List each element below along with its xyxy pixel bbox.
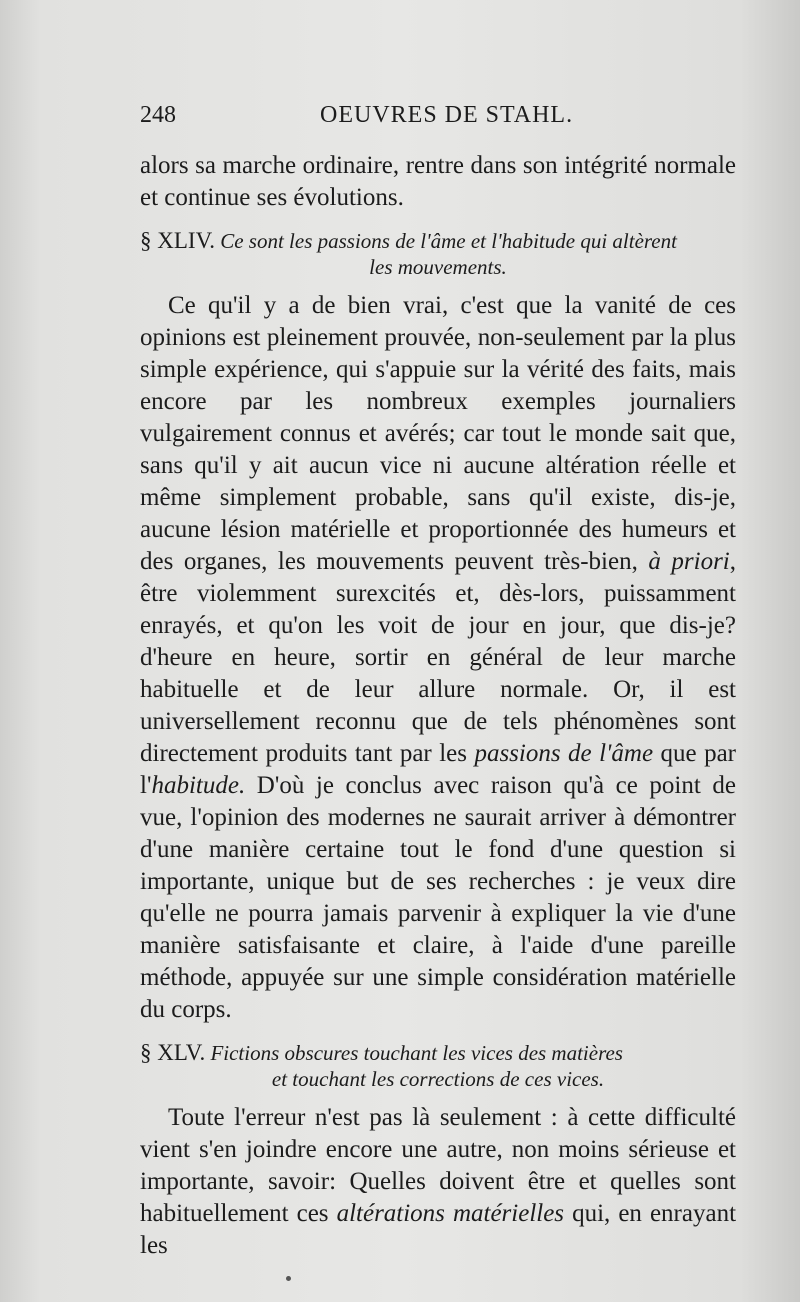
- paragraph-44-text-2: , être violemment surexcités et, dès-lors, puissamment enrayés, et qu'on les voit de jour en jour, que dis-je? d'heure en heure, sortir en général de leur marche habituelle et de leur allure normale. Or, il est universellement reconnu que de tels phénomènes sont directement produits tant par les: [140, 548, 736, 767]
- running-title: OEUVRES DE STAHL.: [320, 102, 574, 128]
- section-title-45-line1: Fictions obscures touchant les vices des matières: [210, 1041, 623, 1065]
- paragraph-44-text-4: D'où je conclus avec raison qu'à ce point de vue, l'opinion des modernes ne saurait arriver à démontrer d'une manière certaine tout le fond d'une question si importante, unique but de ses recherches : je veux dire qu'elle ne pourra jamais parvenir à expliquer la vie d'une manière satisfaisante et claire, à l'aide d'une pareille méthode, appuyée sur une simple considération matérielle du corps.: [140, 772, 736, 1023]
- page-number: 248: [140, 102, 176, 128]
- section-mark-44: § XLIV.: [140, 228, 215, 253]
- paragraph-45-text-2: qui, en enrayant les: [140, 1200, 737, 1259]
- section-title-44-line2: les mouvements.: [369, 255, 507, 279]
- paragraph-44-italic-2: passions de l'âme: [474, 740, 654, 767]
- opening-paragraph: alors sa marche ordinaire, rentre dans son intégrité normale et continue ses évolutions.: [140, 152, 736, 211]
- section-mark-45: § XLV.: [140, 1040, 206, 1065]
- page-header: [140, 102, 744, 138]
- paragraph-44-italic-3: habitude.: [151, 772, 246, 799]
- section-title-45-line2: et touchant les corrections de ces vices.: [271, 1067, 605, 1091]
- print-speck: [286, 1276, 291, 1281]
- paragraph-44-text-3: que par l': [140, 740, 737, 799]
- section-heading-44: [140, 228, 736, 280]
- paragraph-45-italic-1: altérations matérielles: [336, 1200, 565, 1227]
- paragraph-44-italic-1: à priori: [648, 548, 730, 575]
- paragraph-44: [140, 290, 736, 1026]
- section-heading-45: [140, 1040, 736, 1092]
- section-title-44-line1: Ce sont les passions de l'âme et l'habitude qui altèrent: [220, 229, 677, 253]
- paragraph-44-text-1: Ce qu'il y a de bien vrai, c'est que la vanité de ces opinions est pleinement prouvée, non-seulement par la plus simple expérience, qui s'appuie sur la vérité des faits, mais encore par les nombreux exemples journaliers vulgairement connus et avérés; car tout le monde sait que, sans qu'il y ait aucun vice ni aucune altération réelle et même simplement probable, sans qu'il existe, dis-je, aucune lésion matérielle et proportionnée des humeurs et des organes, les mouvements peuvent très-bien,: [140, 292, 736, 575]
- paragraph-45-text-1: Toute l'erreur n'est pas là seulement : à cette difficulté vient s'en joindre encore une autre, non moins sérieuse et importante, savoir: Quelles doivent être et quelles sont habituellement ces: [140, 1104, 736, 1227]
- page-body: [140, 150, 736, 1262]
- paragraph-45: [140, 1102, 736, 1262]
